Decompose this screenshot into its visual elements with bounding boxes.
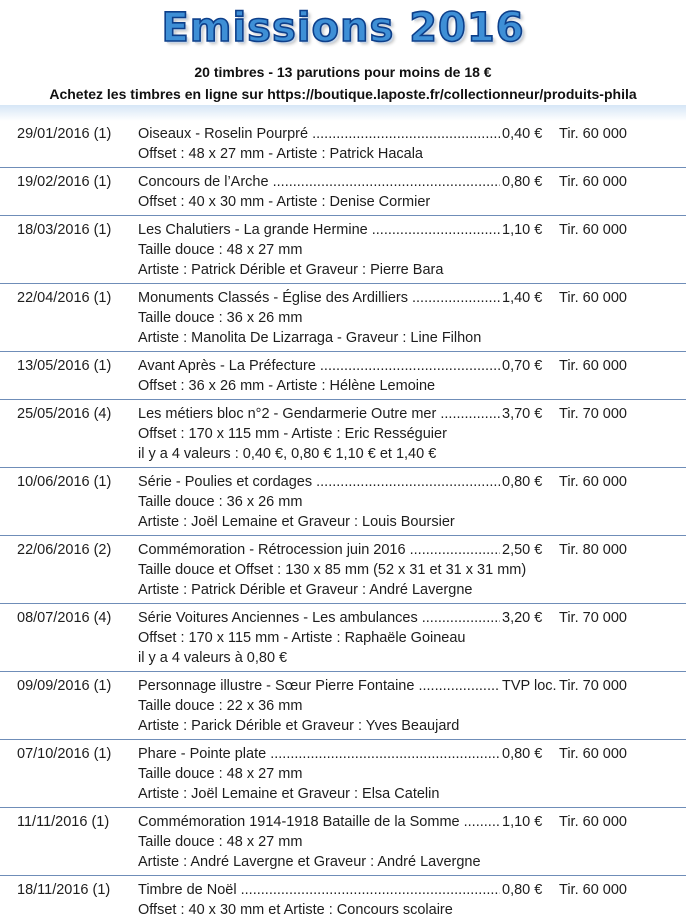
- stamp-issue-entry: [0, 468, 686, 536]
- issue-price: 1,10 €: [502, 814, 543, 830]
- issue-main-line: [138, 472, 686, 492]
- issue-price: 0,80 €: [502, 882, 543, 898]
- issue-price: 0,70 €: [502, 358, 543, 374]
- issue-print-run: Tir. 70 000: [559, 610, 627, 626]
- issue-title: Personnage illustre - Sœur Pierre Fontaine .....: [138, 676, 500, 696]
- issue-price: 3,20 €: [502, 610, 543, 626]
- issue-date: 29/01/2016 (1): [17, 126, 112, 142]
- issue-date: 13/05/2016 (1): [17, 358, 112, 374]
- stamp-issue-entry: [0, 604, 686, 672]
- issue-detail-line: Artiste : Joël Lemaine et Graveur : Louis Boursier: [138, 514, 455, 530]
- issue-title: Avant Après - La Préfecture .....: [138, 356, 500, 376]
- issue-date: 25/05/2016 (4): [17, 406, 112, 422]
- issue-detail-line: Taille douce : 36 x 26 mm: [138, 310, 303, 326]
- stamp-issue-entry: [0, 876, 686, 923]
- issue-detail-line: Artiste : Parick Dérible et Graveur : Yves Beaujard: [138, 718, 460, 734]
- issue-title: Concours de l’Arche .....: [138, 172, 500, 192]
- page-subtitle: 20 timbres - 13 parutions pour moins de 18 €: [194, 64, 492, 80]
- issue-print-run: Tir. 80 000: [559, 542, 627, 558]
- issue-date: 10/06/2016 (1): [17, 474, 112, 490]
- issue-title: Série - Poulies et cordages .....: [138, 472, 500, 492]
- issue-detail-line: Offset : 170 x 115 mm - Artiste : Raphaële Goineau: [138, 630, 466, 646]
- issue-print-run: Tir. 60 000: [559, 358, 627, 374]
- stamp-issue-entry: [0, 216, 686, 284]
- issue-title: Commémoration 1914-1918 Bataille de la Somme .....: [138, 812, 500, 832]
- issue-main-line: [138, 880, 686, 900]
- issue-date: 11/11/2016 (1): [17, 814, 110, 830]
- stamp-issue-entry: [0, 808, 686, 876]
- issue-detail-line: Offset : 40 x 30 mm et Artiste : Concours scolaire: [138, 902, 453, 918]
- issue-title: Oiseaux - Roselin Pourpré .....: [138, 124, 500, 144]
- issue-main-line: [138, 812, 686, 832]
- issue-title: Commémoration - Rétrocession juin 2016 .....: [138, 540, 500, 560]
- issue-main-line: [138, 676, 686, 696]
- stamp-issue-entry: [0, 120, 686, 168]
- issue-main-line: [138, 540, 686, 560]
- issue-date: 22/06/2016 (2): [17, 542, 112, 558]
- stamp-issue-entry: [0, 740, 686, 808]
- issue-title: Phare - Pointe plate .....: [138, 744, 500, 764]
- stamp-issue-entry: [0, 672, 686, 740]
- issue-date: 19/02/2016 (1): [17, 174, 112, 190]
- issue-detail-line: il y a 4 valeurs à 0,80 €: [138, 650, 288, 666]
- issue-title: Monuments Classés - Église des Ardilliers .....: [138, 288, 500, 308]
- issue-price: 2,50 €: [502, 542, 543, 558]
- issue-print-run: Tir. 70 000: [559, 678, 627, 694]
- issue-main-line: [138, 172, 686, 192]
- page-title: Emissions 2016: [161, 5, 525, 51]
- issue-date: 18/11/2016 (1): [17, 882, 111, 898]
- issue-date: 18/03/2016 (1): [17, 222, 112, 238]
- issue-detail-line: Taille douce et Offset : 130 x 85 mm (52 x 31 et 31 x 31 mm): [138, 562, 527, 578]
- issue-print-run: Tir. 60 000: [559, 474, 627, 490]
- issue-detail-line: Artiste : Patrick Dérible et Graveur : André Lavergne: [138, 582, 473, 598]
- stamp-issue-entry: [0, 536, 686, 604]
- issue-main-line: [138, 356, 686, 376]
- issue-detail-line: Artiste : Manolita De Lizarraga - Graveur : Line Filhon: [138, 330, 482, 346]
- issue-detail-line: Offset : 170 x 115 mm - Artiste : Eric Rességuier: [138, 426, 447, 442]
- stamp-issue-entry: [0, 400, 686, 468]
- issue-main-line: [138, 404, 686, 424]
- issue-detail-line: il y a 4 valeurs : 0,40 €, 0,80 € 1,10 € et 1,40 €: [138, 446, 437, 462]
- issue-print-run: Tir. 60 000: [559, 290, 627, 306]
- stamp-issue-entry: [0, 168, 686, 216]
- stamp-issue-entry: [0, 284, 686, 352]
- issue-price: TVP loc.: [502, 678, 557, 694]
- issue-price: 0,80 €: [502, 174, 543, 190]
- issue-print-run: Tir. 70 000: [559, 406, 627, 422]
- issue-main-line: [138, 288, 686, 308]
- issue-detail-line: Offset : 40 x 30 mm - Artiste : Denise Cormier: [138, 194, 431, 210]
- issue-detail-line: Taille douce : 22 x 36 mm: [138, 698, 303, 714]
- issue-price: 1,10 €: [502, 222, 543, 238]
- stamp-issue-entry: [0, 352, 686, 400]
- issue-detail-line: Taille douce : 36 x 26 mm: [138, 494, 303, 510]
- issue-print-run: Tir. 60 000: [559, 746, 627, 762]
- issue-title: Les métiers bloc n°2 - Gendarmerie Outre mer .....: [138, 404, 500, 424]
- issue-detail-line: Offset : 36 x 26 mm - Artiste : Hélène Lemoine: [138, 378, 436, 394]
- issue-date: 08/07/2016 (4): [17, 610, 112, 626]
- issue-detail-line: Taille douce : 48 x 27 mm: [138, 766, 303, 782]
- issue-price: 1,40 €: [502, 290, 543, 306]
- issue-detail-line: Artiste : Patrick Dérible et Graveur : Pierre Bara: [138, 262, 444, 278]
- issue-price: 0,40 €: [502, 126, 543, 142]
- issue-detail-line: Taille douce : 48 x 27 mm: [138, 242, 303, 258]
- issue-main-line: [138, 744, 686, 764]
- issue-date: 22/04/2016 (1): [17, 290, 112, 306]
- issue-title: Série Voitures Anciennes - Les ambulances .....: [138, 608, 500, 628]
- issue-title: Timbre de Noël .....: [138, 880, 500, 900]
- issue-date: 07/10/2016 (1): [17, 746, 112, 762]
- online-shop-line: Achetez les timbres en ligne sur https://boutique.laposte.fr/collectionneur/produits-phila: [49, 86, 637, 102]
- issue-print-run: Tir. 60 000: [559, 126, 627, 142]
- stamp-issue-list: [0, 120, 686, 923]
- issue-detail-line: Artiste : Joël Lemaine et Graveur : Elsa Catelin: [138, 786, 440, 802]
- issue-detail-line: Artiste : André Lavergne et Graveur : André Lavergne: [138, 854, 481, 870]
- issue-detail-line: Taille douce : 48 x 27 mm: [138, 834, 303, 850]
- issue-main-line: [138, 220, 686, 240]
- issue-detail-line: Offset : 48 x 27 mm - Artiste : Patrick Hacala: [138, 146, 423, 162]
- issue-title: Les Chalutiers - La grande Hermine .....: [138, 220, 500, 240]
- issue-date: 09/09/2016 (1): [17, 678, 112, 694]
- issue-print-run: Tir. 60 000: [559, 882, 627, 898]
- issue-main-line: [138, 608, 686, 628]
- issue-print-run: Tir. 60 000: [559, 814, 627, 830]
- header-divider: [0, 105, 686, 121]
- issue-price: 0,80 €: [502, 474, 543, 490]
- issue-print-run: Tir. 60 000: [559, 174, 627, 190]
- issue-main-line: [138, 124, 686, 144]
- issue-price: 0,80 €: [502, 746, 543, 762]
- issue-print-run: Tir. 60 000: [559, 222, 627, 238]
- issue-price: 3,70 €: [502, 406, 543, 422]
